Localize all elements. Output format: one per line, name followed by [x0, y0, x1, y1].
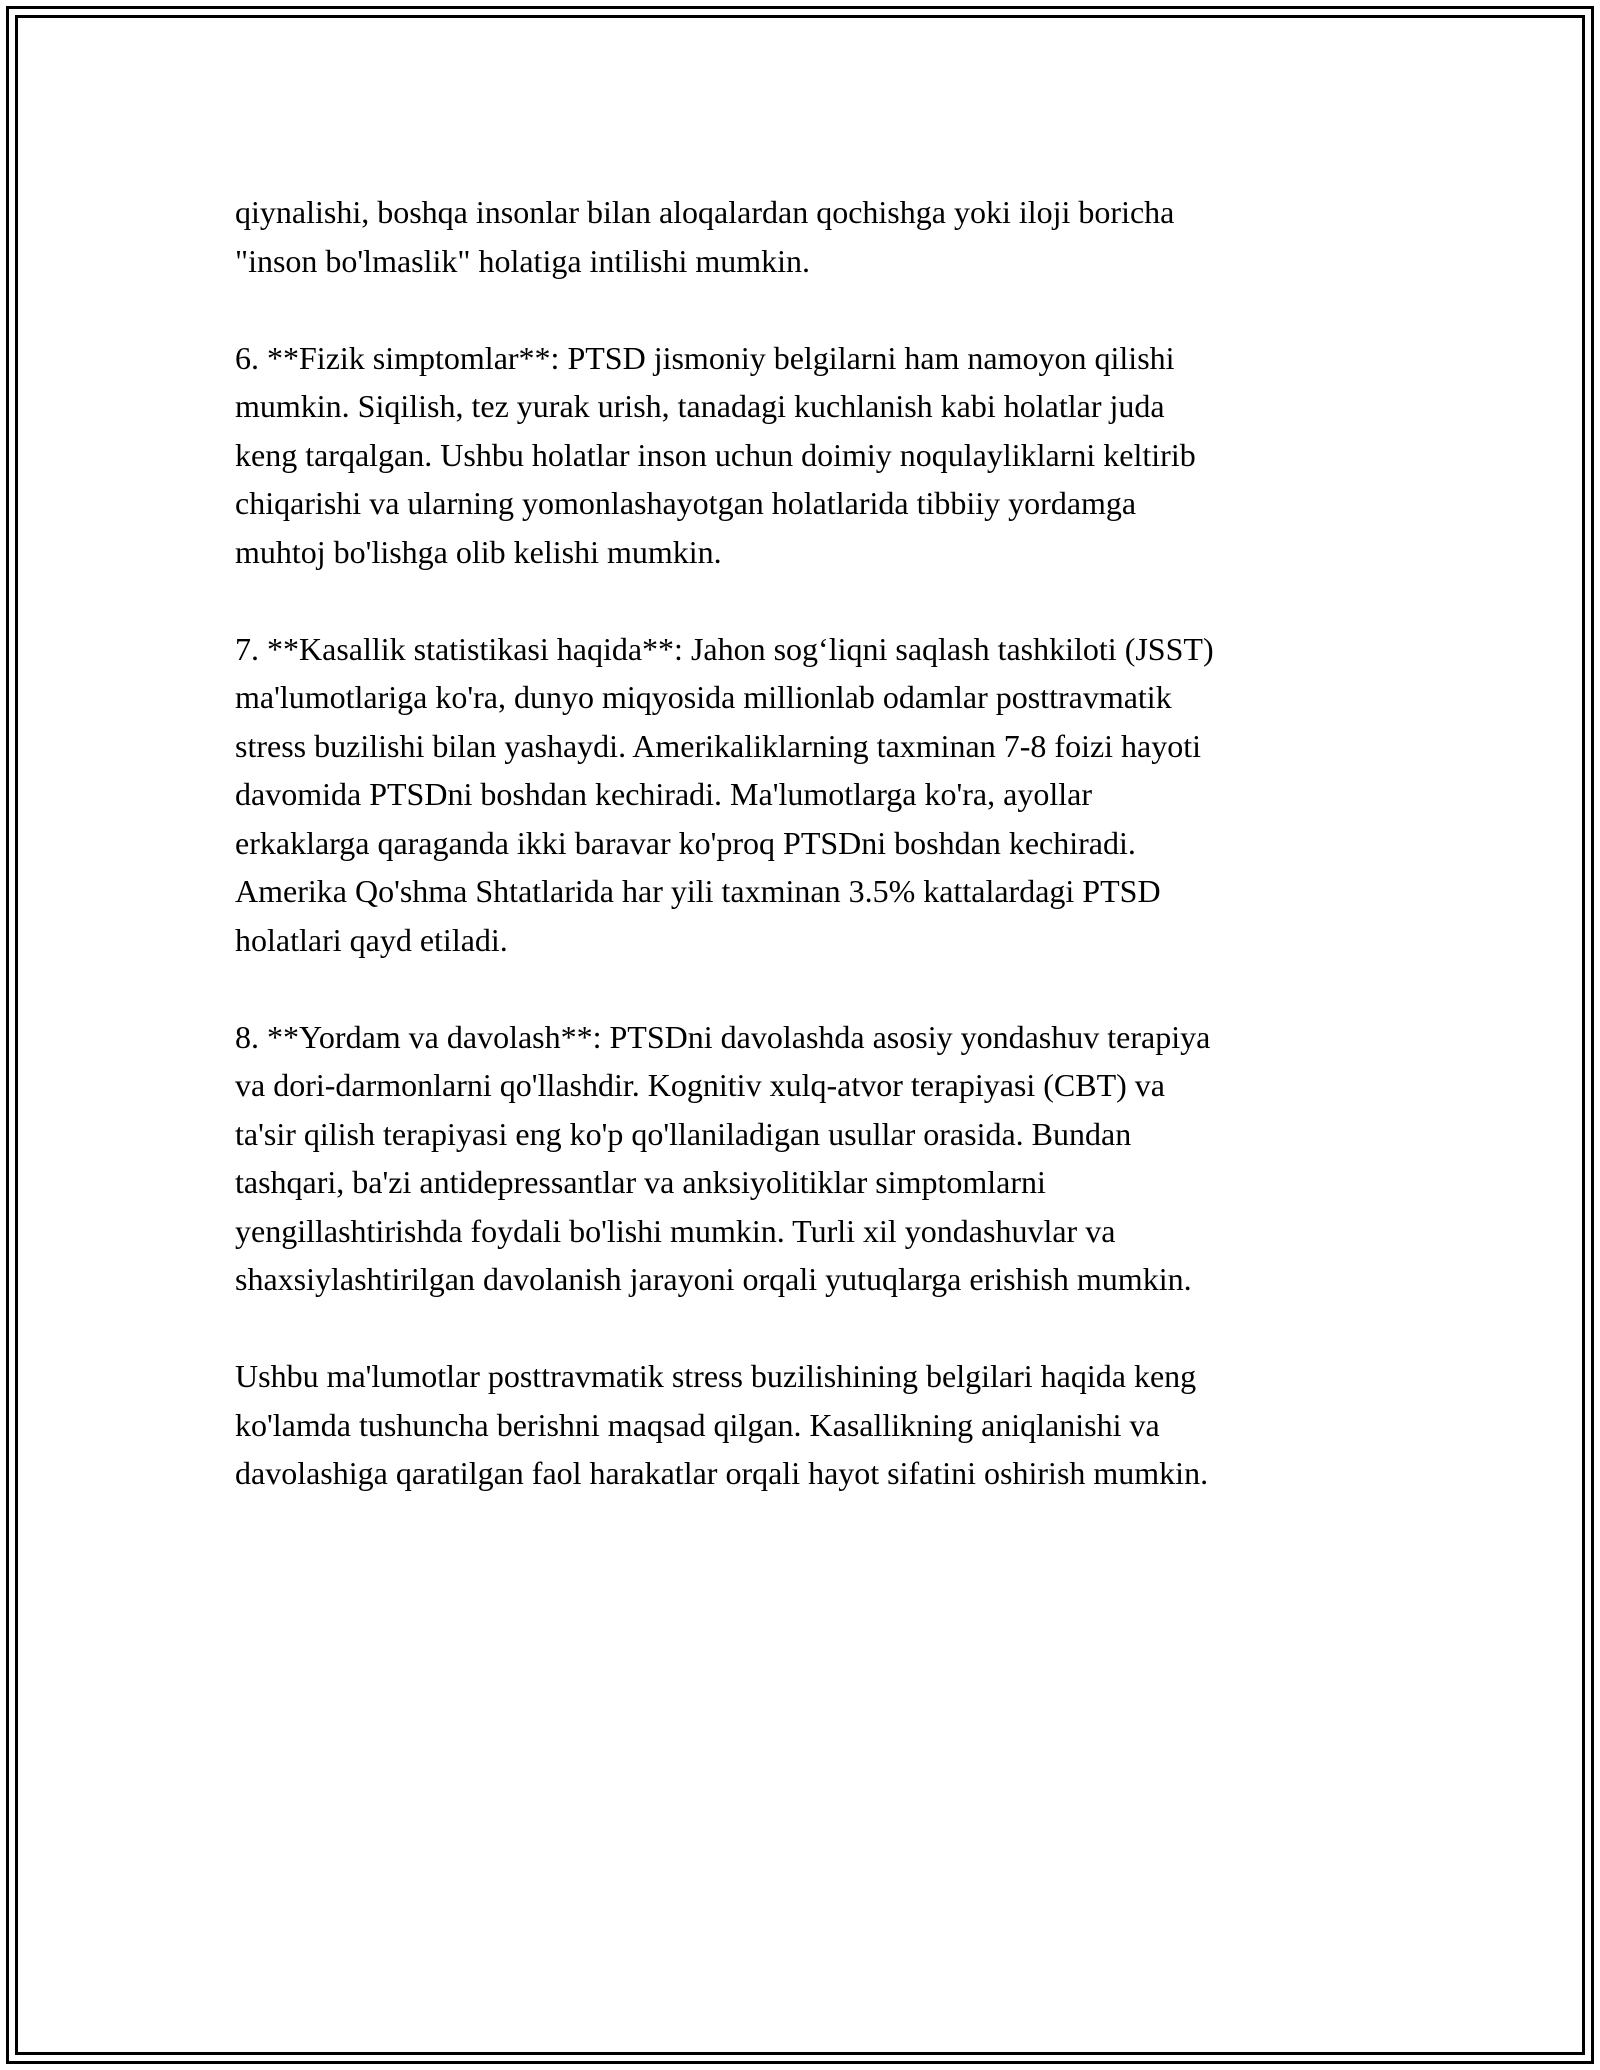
document-body: [235, 188, 1395, 1546]
paragraph-statistics: 7. **Kasallik statistikasi haqida**: Jahon sog‘liqni saqlash tashkiloti (JSST) ma'lumotlariga ko'ra, dunyo miqyosida millionlab odamlar posttravmatik stress buzilishi bilan yashaydi. Amerikaliklarning taxminan 7-8 foizi hayoti davomida PTSDni boshdan kechiradi. Ma'lumotlarga ko'ra, ayollar erkaklarga qaraganda ikki baravar ko'proq PTSDni boshdan kechiradi. Amerika Qo'shma Shtatlarida har yili taxminan 3.5% kattalardagi PTSD holatlari qayd etiladi.: [235, 630, 1214, 958]
paragraph-conclusion: Ushbu ma'lumotlar posttravmatik stress buzilishining belgilari haqida keng ko'lamda tushuncha berishni maqsad qilgan. Kasallikning aniqlanishi va davolashiga qaratilgan faol harakatlar orqali hayot sifatini oshirish mumkin.: [235, 1358, 1209, 1491]
paragraph-physical-symptoms: 6. **Fizik simptomlar**: PTSD jismoniy belgilarni ham namoyon qilishi mumkin. Siqilish, tez yurak urish, tanadagi kuchlanish kabi holatlar juda keng tarqalgan. Ushbu holatlar inson uchun doimiy noqulayliklarni keltirib chiqarishi va ularning yomonlashayotgan holatlarida tibbiiy yordamga muhtoj bo'lishga olib kelishi mumkin.: [235, 339, 1196, 570]
paragraph-continuation: qiynalishi, boshqa insonlar bilan aloqalardan qochishga yoki iloji boricha "inson bo'lmaslik" holatiga intilishi mumkin.: [235, 194, 1175, 279]
paragraph-treatment: 8. **Yordam va davolash**: PTSDni davolashda asosiy yondashuv terapiya va dori-darmonlarni qo'llashdir. Kognitiv xulq-atvor terapiyasi (CBT) va ta'sir qilish terapiyasi eng ko'p qo'llaniladigan usullar orasida. Bundan tashqari, ba'zi antidepressantlar va anksiyolitiklar simptomlarni yengillashtirishda foydali bo'lishi mumkin. Turli xil yondashuvlar va shaxsiylashtirilgan davolanish jarayoni orqali yutuqlarga erishish mumkin.: [235, 1018, 1211, 1297]
